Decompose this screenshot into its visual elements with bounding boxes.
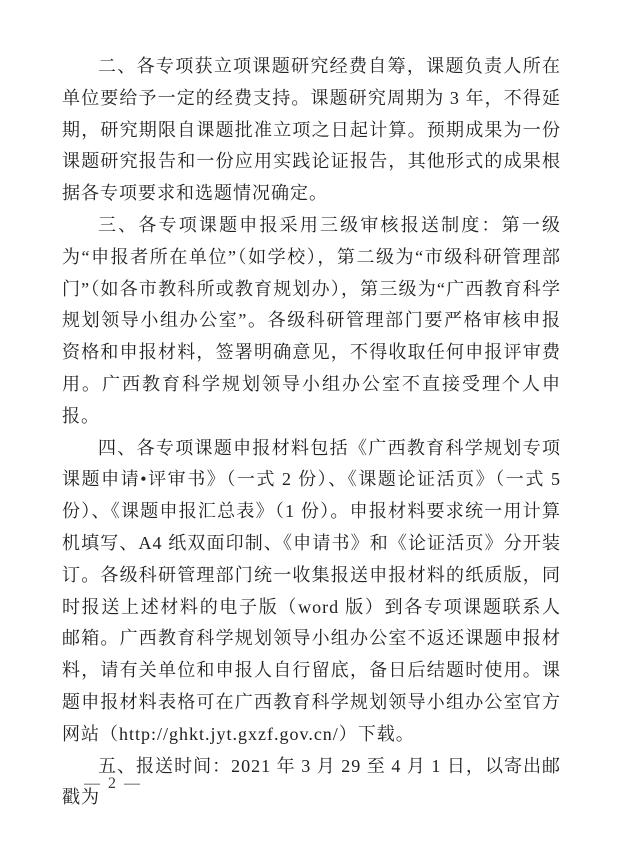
page-number: — 2 — [84,775,142,792]
doc-paragraph-review-system: 三、各专项课题申报采用三级审核报送制度：第一级为“申报者所在单位”（如学校），第二级为“市级科研管理部门”（如各市教科所或教育规划办），第三级为“广西教育科学规划领导小组办公室”。各级科研管理部门要严格审核申报资格和申报材料，签署明确意见，不得收取任何申报评审费用。广西教育科学规划领导小组办公室不直接受理个人申报。 [62,214,561,426]
document-body [62,51,561,814]
doc-paragraph-deadline: 五、报送时间：2021 年 3 月 29 至 4 月 1 日，以寄出邮戳为 [62,755,561,808]
doc-paragraph-materials: 四、各专项课题申报材料包括《广西教育科学规划专项课题申请•评审书》（一式 2 份）、《课题论证活页》（一式 5 份）、《课题申报汇总表》（1 份）。申报材料要求统一用计算机填写、A4 纸双面印制、《申请书》和《论证活页》分开装订。各级科研管理部门统一收集报送申报材料的纸质版，同时报送上述材料的电子版（word 版）到各专项课题联系人邮箱。广西教育科学规划领导小组办公室不返还课题申报材料，请有关单位和申报人自行留底，备日后结题时使用。课题申报材料表格可在广西教育科学规划领导小组办公室官方网站（http://ghkt.jyt.gxzf.gov.cn/）下载。 [62,437,561,744]
doc-paragraph-funding: 二、各专项获立项课题研究经费自筹，课题负责人所在单位要给予一定的经费支持。课题研究周期为 3 年，不得延期，研究期限自课题批准立项之日起计算。预期成果为一份课题研究报告和一份应用实践论证报告，其他形式的成果根据各专项要求和选题情况确定。 [62,56,561,204]
